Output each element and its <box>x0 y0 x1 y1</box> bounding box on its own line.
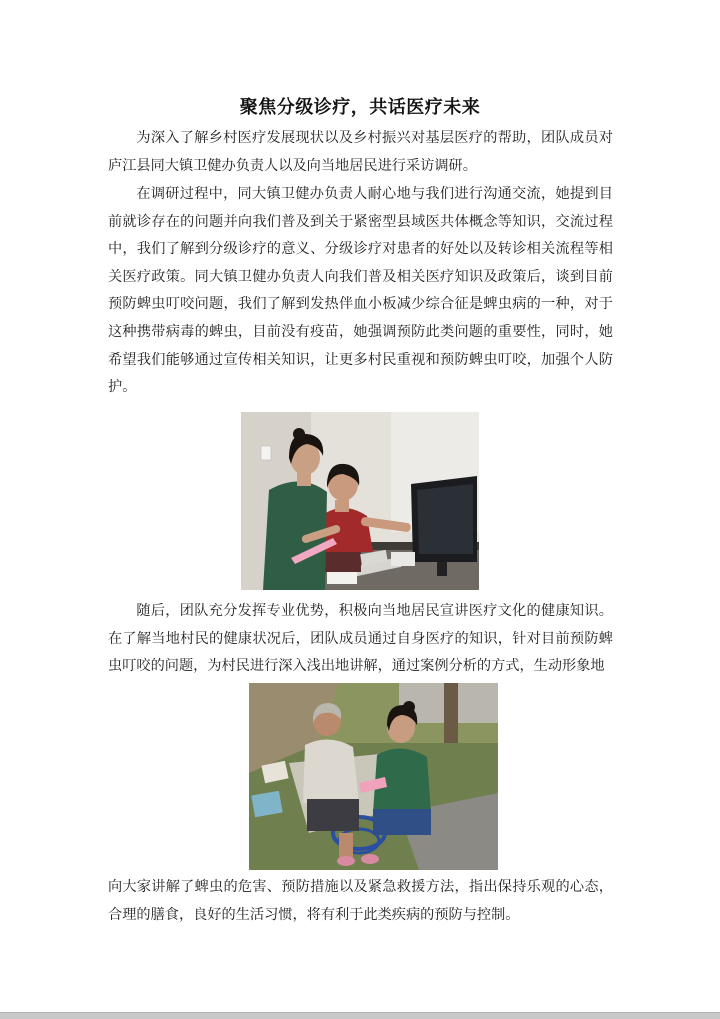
page-bottom-border <box>0 1012 720 1019</box>
paragraph-intro: 为深入了解乡村医疗发展现状以及乡村振兴对基层医疗的帮助，团队成员对庐江县同大镇卫健办负责人以及向当地居民进行采访调研。 <box>108 130 613 174</box>
page-title: 聚焦分级诊疗，共话医疗未来 <box>239 97 481 118</box>
paragraph-conclusion: 向大家讲解了蜱虫的危害、预防措施以及紧急救援方法，指出保持乐观的心态，合理的膳食，良好的生活习惯，将有利于此类疾病的预防与控制。 <box>108 879 613 923</box>
paragraph-outreach: 随后，团队充分发挥专业优势，积极向当地居民宣讲医疗文化的健康知识。在了解当地村民的健康状况后，团队成员通过自身医疗的知识，针对目前预防蜱虫叮咬的问题，为村民进行深入浅出地讲解，通过案例分析的方式，生动形象地 <box>108 603 613 675</box>
paragraph-interview: 在调研过程中，同大镇卫健办负责人耐心地与我们进行沟通交流，她提到目前就诊存在的问题并向我们普及到关于紧密型县域医共体概念等知识，交流过程中，我们了解到分级诊疗的意义、分级诊疗对患者的好处以及转诊相关流程等相关医疗政策。同大镇卫健办负责人向我们普及相关医疗知识及政策后，谈到目前预防蜱虫叮咬问题，我们了解到发热伴血小板减少综合征是蜱虫病的一种，对于这种携带病毒的蜱虫，目前没有疫苗，她强调预防此类问题的重要性，同时，她希望我们能够通过宣传相关知识，让更多村民重视和预防蜱虫叮咬，加强个人防护。 <box>108 186 613 396</box>
village-outreach-photo <box>249 683 498 870</box>
office-interview-photo <box>241 412 479 590</box>
